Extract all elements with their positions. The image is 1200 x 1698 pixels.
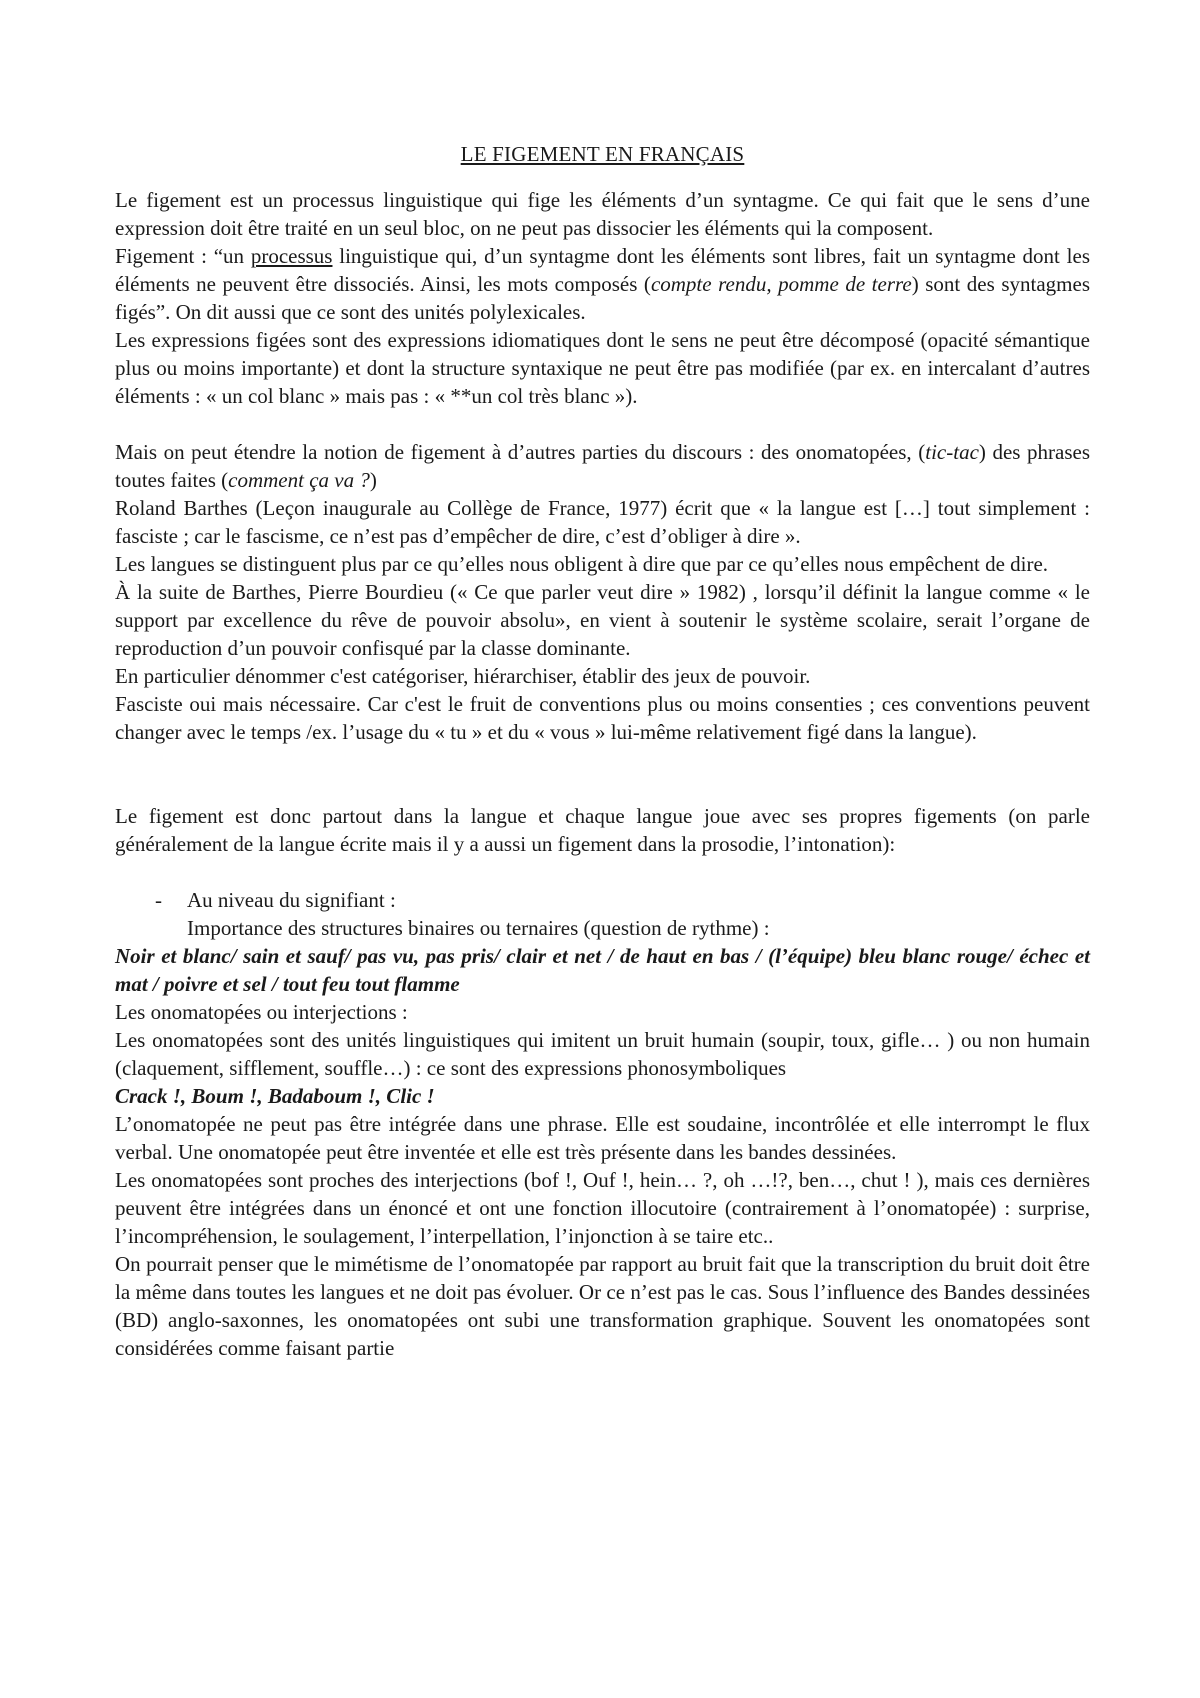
italic-example: comment ça va ? [228,468,370,492]
paragraph-onomatopees-heading: Les onomatopées ou interjections : [115,1000,408,1024]
paragraph-onomatopees-def: Les onomatopées sont des unités linguistiques qui imitent un bruit humain (soupir, toux, gifle… ) ou non humain (claquement, sifflement, souffle…) : ce sont des expressions phonosymboliques [115,1028,1090,1080]
italic-example: tic-tac [925,440,979,464]
paragraph-figement-quote [115,242,1090,326]
text-segment: Figement : “un [115,244,251,268]
paragraph-extension [115,438,1090,494]
paragraph-bourdieu: À la suite de Barthes, Pierre Bourdieu (« Ce que parler veut dire » 1982) , lorsqu’il définit la langue comme « le support par excellence du rêve de pouvoir absolu», en vient à soutenir le système scolaire, serait l’organe de reproduction d’un pouvoir confisqué par la classe dominante. [115,580,1090,660]
paragraph-languages: Les langues se distinguent plus par ce qu’elles nous obligent à dire que par ce qu’elles nous empêchent de dire. [115,552,1049,576]
examples-binary-ternary: Noir et blanc/ sain et sauf/ pas vu, pas pris/ clair et net / de haut en bas / (l’équipe) bleu blanc rouge/ échec et mat / poivre et sel / tout feu tout flamme [115,944,1090,996]
underlined-word: processus [250,244,333,268]
text-segment: ) [369,468,377,492]
paragraph-definition: Le figement est un processus linguistique qui fige les éléments d’un syntagme. Ce qui fait que le sens d’une expression doit être traité en un seul bloc, on ne peut pas dissocier les éléments qui la composent. [115,188,1090,240]
bullet-dash: - [155,888,162,912]
text-segment: ) sont des syntagmes figés”. On dit aussi que ce sont des unités polylexicales. [115,272,1090,324]
paragraph-onomatopee-phrase: L’onomatopée ne peut pas être intégrée dans une phrase. Elle est soudaine, incontrôlée et elle interrompt le flux verbal. Une onomatopée peut être inventée et elle est très présente dans les bandes dessinées. [115,1112,1090,1164]
paragraph-idiomatic: Les expressions figées sont des expressions idiomatiques dont le sens ne peut être décomposé (opacité sémantique plus ou moins importante) et dont la structure syntaxique ne peut être pas modifiée (par ex. en intercalant d’autres éléments : « un col blanc » mais pas : « **un col très blanc »). [115,328,1090,408]
document-title: LE FIGEMENT EN FRANÇAIS [460,142,745,166]
paragraph-partout: Le figement est donc partout dans la langue et chaque langue joue avec ses propres figements (on parle généralement de la langue écrite mais il y a aussi un figement dans la prosodie, l’intonation): [115,804,1090,856]
list-item [115,886,1090,914]
list-item-label: Au niveau du signifiant : [187,888,396,912]
examples-onomatopees: Crack !, Boum !, Badaboum !, Clic ! [115,1084,435,1108]
paragraph-interjections: Les onomatopées sont proches des interjections (bof !, Ouf !, hein… ?, oh …!?, ben…, chut ! ), mais ces dernières peuvent être intégrées dans un énoncé et ont une fonction illocutoire (contrairement à l’onomatopée) : surprise, l’incompréhension, le soulagement, l’interpellation, l’injonction à se taire etc.. [115,1168,1090,1248]
paragraph-denommer: En particulier dénommer c'est catégoriser, hiérarchiser, établir des jeux de pouvoir. [115,664,811,688]
spacer [115,410,1090,438]
text-segment: linguistique qui, d’un syntagme dont les éléments sont libres, fait un syntagme dont les éléments ne peuvent être dissociés. Ainsi, les mots composés ( [115,244,1090,296]
italic-example: compte rendu, pomme de terre [650,272,912,296]
spacer [115,746,1090,802]
text-segment: ) des phrases toutes faites ( [115,440,1091,492]
list-subitem: Importance des structures binaires ou ternaires (question de rythme) : [187,916,770,940]
spacer [115,858,1090,886]
paragraph-barthes: Roland Barthes (Leçon inaugurale au Collège de France, 1977) écrit que « la langue est […] tout simplement : fasciste ; car le fascisme, ce n’est pas d’empêcher de dire, c’est d’obliger à dire ». [115,496,1090,548]
paragraph-mimetisme: On pourrait penser que le mimétisme de l’onomatopée par rapport au bruit fait que la transcription du bruit doit être la même dans toutes les langues et ne doit pas évoluer. Or ce n’est pas le cas. Sous l’influence des Bandes dessinées (BD) anglo-saxonnes, les onomatopées ont subi une transformation graphique. Souvent les onomatopées sont considérées comme faisant partie [115,1252,1090,1360]
paragraph-fasciste: Fasciste oui mais nécessaire. Car c'est le fruit de conventions plus ou moins consenties ; ces conventions peuvent changer avec le temps /ex. l’usage du « tu » et du « vous » lui-même relativement figé dans la langue). [115,692,1090,744]
document-page [115,140,1090,1362]
text-segment: Mais on peut étendre la notion de figement à d’autres parties du discours : des onomatopées, ( [115,440,926,464]
